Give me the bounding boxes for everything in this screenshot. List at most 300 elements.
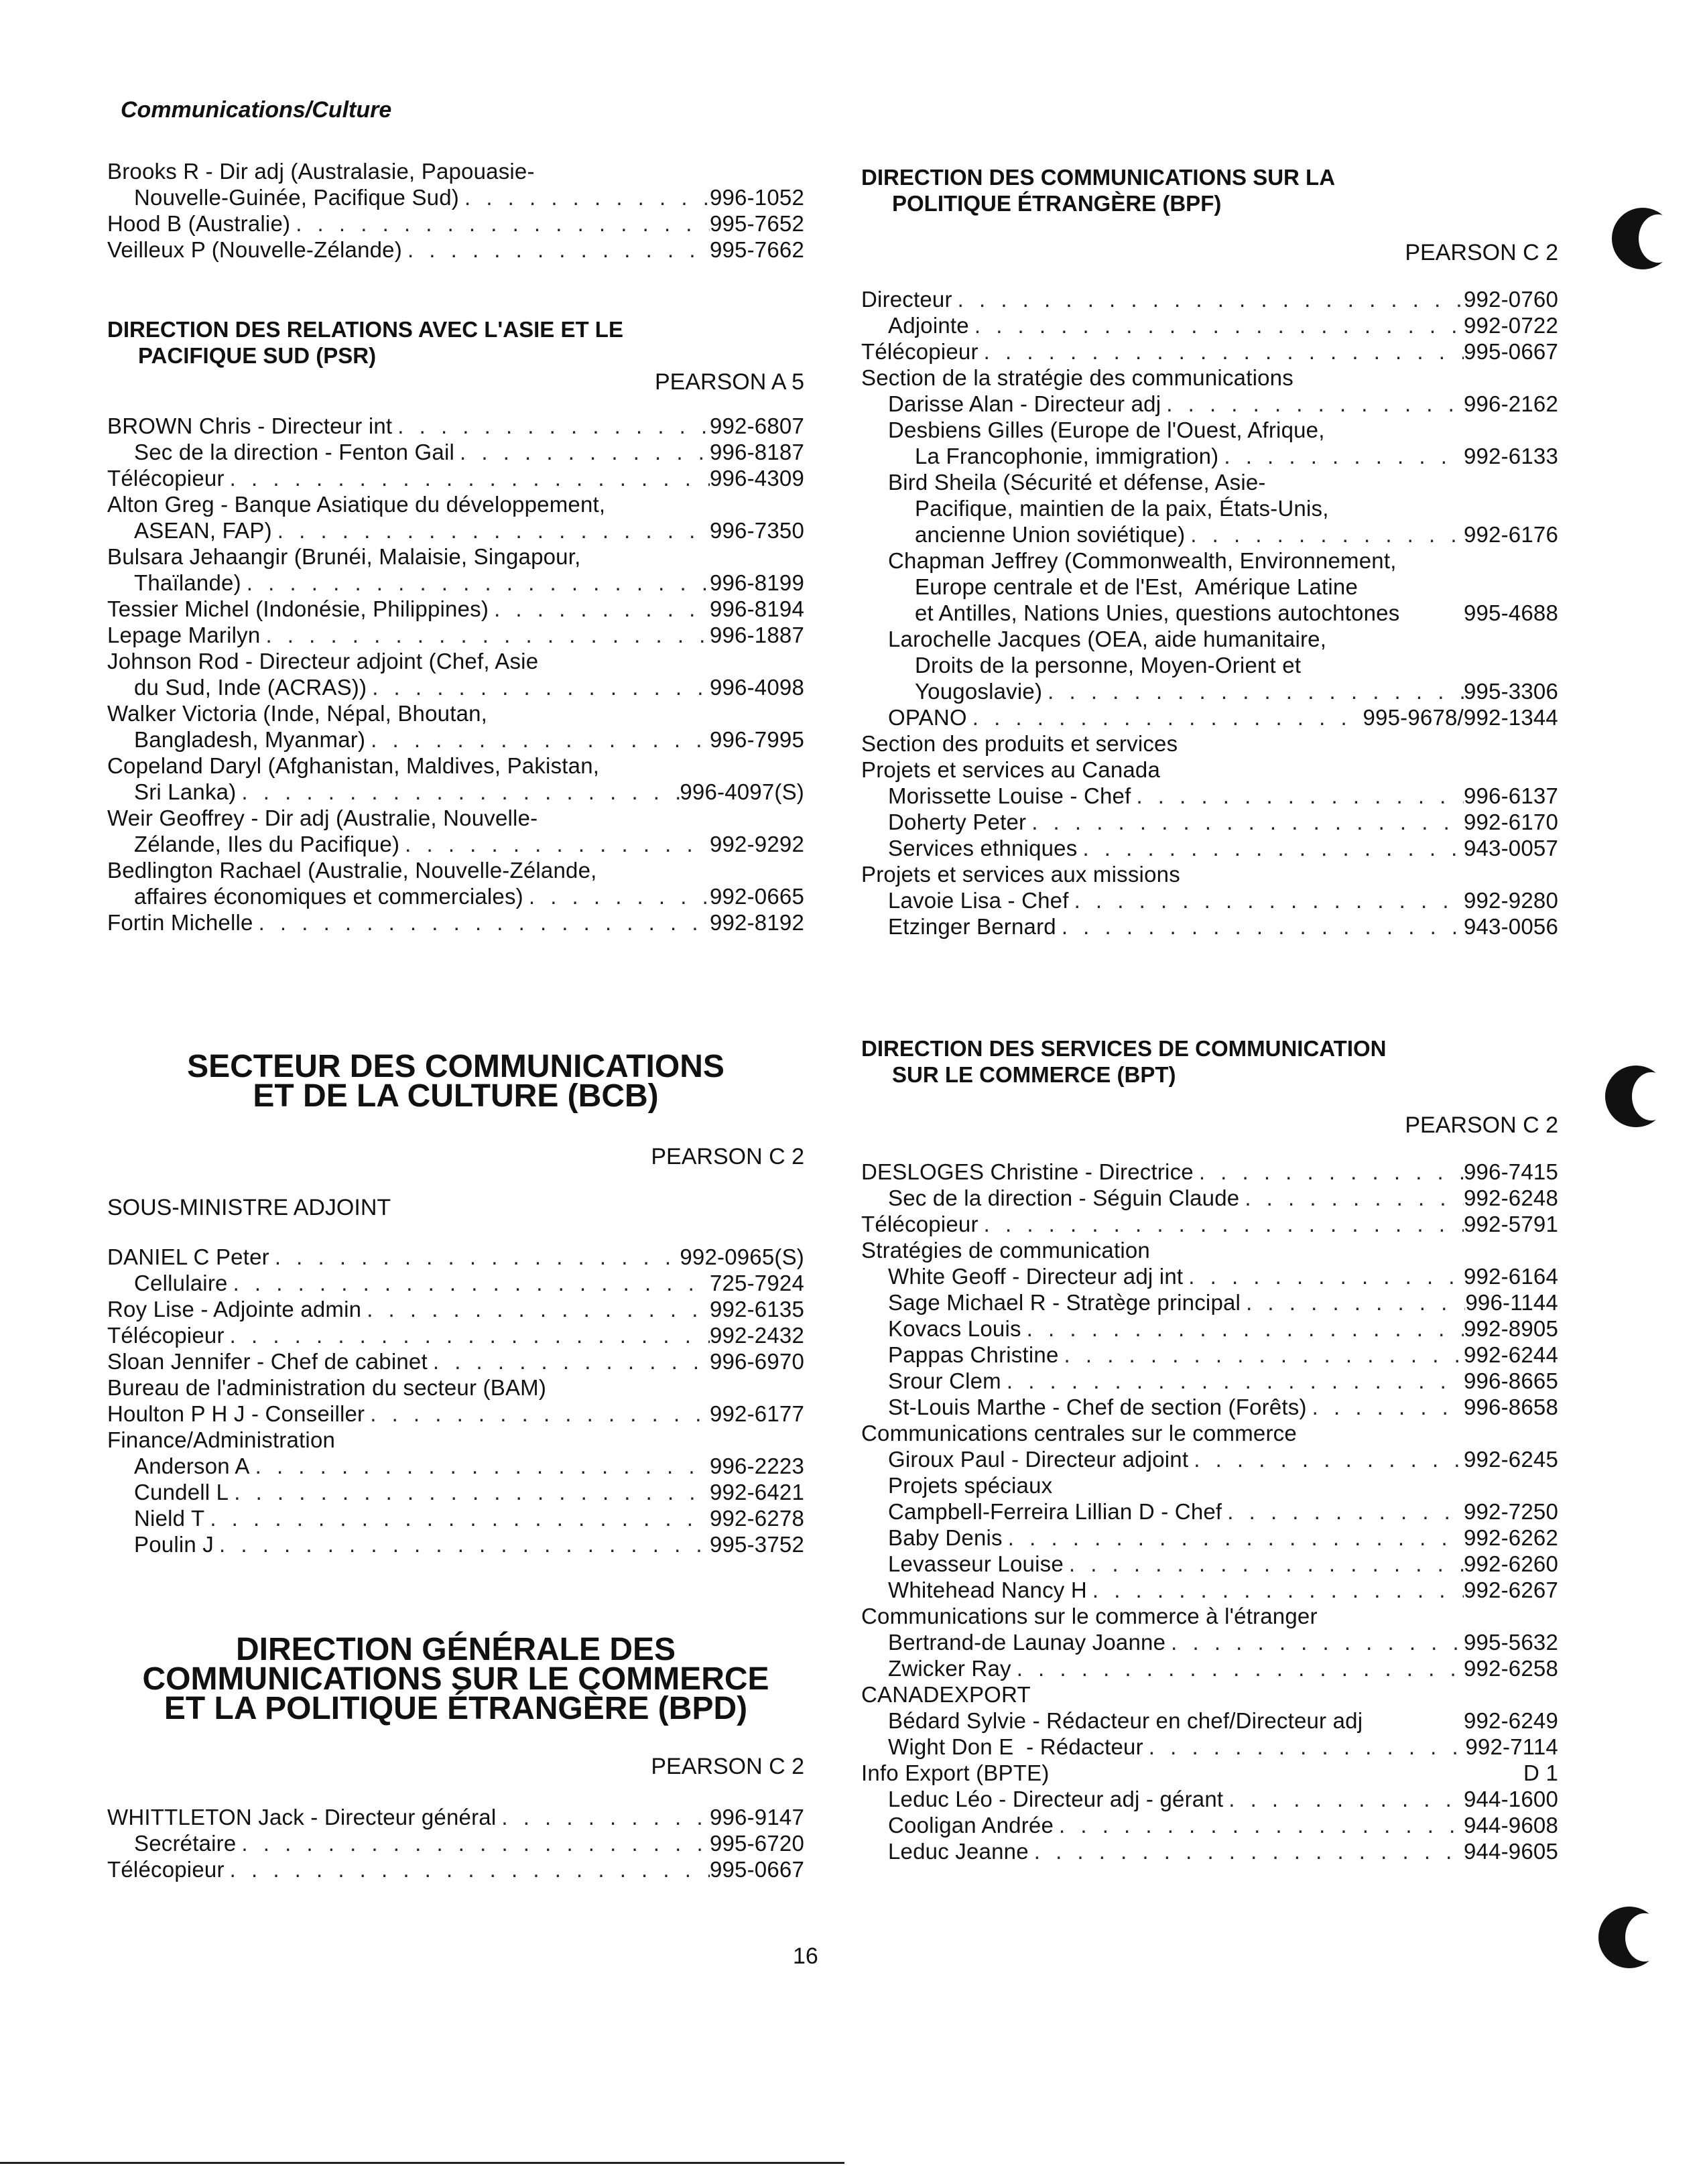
- bottom-rule: [0, 2162, 844, 2164]
- entry-name: Fortin Michelle: [107, 910, 253, 935]
- directory-entry: [107, 1244, 804, 1270]
- entry-name: Section des produits et services: [861, 731, 1178, 756]
- bcb-subhead: SOUS-MINISTRE ADJOINT: [107, 1195, 391, 1220]
- entry-phone: 996-7350: [709, 518, 804, 543]
- entry-phone: 992-6176: [1463, 522, 1558, 547]
- dot-leader: [1059, 1342, 1464, 1368]
- entry-name: DESLOGES Christine - Directrice: [861, 1159, 1194, 1184]
- directory-entry: [861, 574, 1558, 600]
- binder-hole-middle: [1605, 1066, 1667, 1127]
- directory-entry: [107, 210, 804, 237]
- dot-leader: [1001, 1368, 1464, 1394]
- directory-entry: [107, 1505, 804, 1531]
- entry-name: Directeur: [861, 287, 952, 312]
- running-head: Communications/Culture: [121, 97, 392, 123]
- entry-phone: 992-6170: [1463, 810, 1558, 834]
- entry-phone: 992-6260: [1463, 1551, 1558, 1576]
- dot-leader: [241, 570, 710, 596]
- dot-leader: [952, 286, 1464, 312]
- entry-name: Services ethniques: [888, 836, 1078, 860]
- entry-phone: 943-0057: [1463, 836, 1558, 860]
- entry-name: Nouvelle-Guinée, Pacifique Sud): [134, 185, 459, 210]
- bcb-heading-line-1: SECTEUR DES COMMUNICATIONS: [187, 1049, 724, 1084]
- dot-leader: [399, 831, 710, 857]
- directory-entry: [861, 1498, 1558, 1525]
- directory-entry: [861, 626, 1558, 652]
- directory-entry: [861, 312, 1558, 338]
- entry-phone: 992-9280: [1463, 888, 1558, 913]
- entry-name: Chapman Jeffrey (Commonwealth, Environnement,: [888, 548, 1397, 573]
- dot-leader: [402, 237, 710, 263]
- directory-entry: [861, 443, 1558, 469]
- entry-name: Lepage Marilyn: [107, 623, 261, 647]
- entry-phone: 992-6135: [709, 1297, 804, 1322]
- entry-name: du Sud, Inde (ACRAS)): [134, 675, 367, 700]
- dot-leader: [225, 465, 710, 491]
- directory-entry: [861, 652, 1558, 678]
- bpt-heading: [861, 1035, 1558, 1088]
- directory-entry: [861, 417, 1558, 443]
- entry-name: Leduc Léo - Directeur adj - gérant: [888, 1787, 1224, 1811]
- directory-entry: [107, 184, 804, 210]
- entry-phone: 992-0760: [1463, 287, 1558, 312]
- entry-phone: 992-8192: [709, 910, 804, 935]
- dot-leader: [260, 622, 710, 648]
- dot-leader: [428, 1348, 710, 1374]
- entry-phone: 996-1887: [709, 623, 804, 647]
- dot-leader: [1064, 1551, 1464, 1577]
- dot-leader: [365, 726, 710, 753]
- entry-name: Cooligan Andrée: [888, 1813, 1054, 1838]
- entry-phone: 725-7924: [709, 1271, 804, 1295]
- directory-entry: [861, 1577, 1558, 1603]
- directory-entry: [861, 1394, 1558, 1420]
- bpd-location: PEARSON C 2: [651, 1754, 804, 1779]
- directory-entry: [861, 1237, 1558, 1263]
- dot-leader: [236, 1830, 710, 1856]
- bpt-entries-list: [861, 1159, 1558, 1864]
- directory-entry: [861, 861, 1558, 887]
- entry-name: Alton Greg - Banque Asiatique du développement,: [107, 492, 606, 517]
- entry-phone: 996-2223: [709, 1454, 804, 1478]
- entry-name: Leduc Jeanne: [888, 1839, 1029, 1864]
- entry-phone: 992-6245: [1463, 1447, 1558, 1472]
- right-column: [861, 0, 1558, 2010]
- directory-entry: [861, 1734, 1558, 1760]
- directory-entry: [107, 1348, 804, 1374]
- entry-phone: 995-5632: [1463, 1630, 1558, 1655]
- entry-name: Poulin J: [134, 1532, 214, 1557]
- entry-name: Houlton P H J - Conseiller: [107, 1401, 365, 1426]
- directory-entry: [107, 1804, 804, 1830]
- directory-entry: [861, 1655, 1558, 1681]
- directory-entry: [107, 465, 804, 491]
- dot-leader: [392, 413, 710, 439]
- entry-phone: 995-3752: [709, 1532, 804, 1557]
- dot-leader: [365, 1401, 710, 1427]
- directory-entry: [861, 1629, 1558, 1655]
- dot-leader: [978, 338, 1464, 365]
- entry-name: Projets et services au Canada: [861, 757, 1161, 782]
- entry-name: Tessier Michel (Indonésie, Philippines): [107, 596, 489, 621]
- dot-leader: [1161, 391, 1464, 417]
- directory-entry: [861, 1681, 1558, 1708]
- dot-leader: [229, 1479, 710, 1505]
- directory-entry: [861, 469, 1558, 495]
- entry-name: Roy Lise - Adjointe admin: [107, 1297, 362, 1322]
- entry-phone: 995-0667: [709, 1857, 804, 1882]
- directory-entry: [107, 1453, 804, 1479]
- psr-location: PEARSON A 5: [655, 369, 804, 395]
- dot-leader: [1131, 783, 1463, 809]
- directory-entry: [861, 704, 1558, 730]
- entry-name: Brooks R - Dir adj (Australasie, Papouasie-: [107, 159, 535, 184]
- directory-entry: [107, 237, 804, 263]
- dot-leader: [367, 674, 710, 700]
- entry-name: WHITTLETON Jack - Directeur général: [107, 1805, 497, 1829]
- dot-leader: [1056, 913, 1464, 940]
- entry-name: Pappas Christine: [888, 1342, 1059, 1367]
- entry-name: Bird Sheila (Sécurité et défense, Asie-: [888, 470, 1266, 495]
- entry-name: Bureau de l'administration du secteur (BAM): [107, 1375, 547, 1400]
- dot-leader: [1021, 1315, 1464, 1342]
- dot-leader: [1087, 1577, 1464, 1603]
- entry-phone: 992-6267: [1463, 1578, 1558, 1602]
- entry-name: BROWN Chris - Directeur int: [107, 413, 393, 438]
- directory-entry: [861, 1315, 1558, 1342]
- bcb-entries-list: [107, 1244, 804, 1557]
- entry-phone: 995-7662: [709, 237, 804, 262]
- directory-entry: [861, 678, 1558, 704]
- entry-phone: 996-1052: [709, 185, 804, 210]
- bpd-entries-list: [107, 1804, 804, 1882]
- bcb-heading-line-2: ET DE LA CULTURE (BCB): [253, 1078, 659, 1114]
- entry-phone: 944-1600: [1463, 1787, 1558, 1811]
- dot-leader: [459, 184, 710, 210]
- dot-leader: [1307, 1394, 1464, 1420]
- directory-entry: [861, 1786, 1558, 1812]
- entry-phone: 992-0665: [709, 884, 804, 909]
- directory-entry: [107, 158, 804, 184]
- dot-leader: [1165, 1629, 1464, 1655]
- bpf-section: [861, 164, 1558, 940]
- dot-leader: [978, 1211, 1464, 1237]
- entry-name: Bedlington Rachael (Australie, Nouvelle-Zélande,: [107, 858, 597, 883]
- dot-leader: [1069, 887, 1464, 913]
- entry-name: Zwicker Ray: [888, 1656, 1011, 1681]
- psr-heading-line-2: PACIFIQUE SUD (PSR): [138, 343, 377, 368]
- directory-entry: [861, 1159, 1558, 1185]
- dot-leader: [236, 779, 680, 805]
- entry-phone: 992-7114: [1465, 1734, 1558, 1759]
- entry-name: et Antilles, Nations Unies, questions autochtones: [915, 600, 1400, 625]
- entry-phone: 992-6244: [1463, 1342, 1558, 1367]
- entry-name: Info Export (BPTE): [861, 1760, 1050, 1785]
- entry-phone: 995-6720: [709, 1831, 804, 1856]
- directory-entry: [861, 887, 1558, 913]
- psr-section: [107, 316, 804, 936]
- dot-leader: [290, 210, 710, 237]
- bcb-location: PEARSON C 2: [651, 1144, 804, 1169]
- directory-entry: [107, 857, 804, 883]
- directory-entry: [861, 286, 1558, 312]
- dot-leader: [967, 704, 1363, 730]
- directory-entry: [107, 1830, 804, 1856]
- directory-entry: [107, 413, 804, 439]
- directory-entry: [861, 600, 1558, 626]
- entry-phone: 992-0965(S): [680, 1244, 804, 1269]
- entry-name: Sloan Jennifer - Chef de cabinet: [107, 1349, 428, 1374]
- directory-entry: [861, 1708, 1558, 1734]
- directory-entry: [107, 570, 804, 596]
- entry-phone: 992-6177: [709, 1401, 804, 1426]
- directory-entry: [861, 1760, 1558, 1786]
- directory-entry: [107, 753, 804, 779]
- entry-name: Télécopieur: [861, 1212, 978, 1236]
- entry-phone: 996-8199: [709, 570, 804, 595]
- entry-name: Communications sur le commerce à l'étranger: [861, 1604, 1318, 1628]
- dot-leader: [496, 1804, 710, 1830]
- entry-name: Weir Geoffrey - Dir adj (Australie, Nouvelle-: [107, 806, 538, 830]
- entry-phone: 943-0056: [1463, 914, 1558, 939]
- bpd-heading-line-1: DIRECTION GÉNÉRALE DES: [235, 1632, 676, 1667]
- dot-leader: [1183, 1263, 1464, 1289]
- directory-entry: [107, 1856, 804, 1882]
- entry-name: Projets spéciaux: [888, 1473, 1053, 1498]
- entry-name: White Geoff - Directeur adj int: [888, 1264, 1184, 1289]
- directory-entry: [861, 521, 1558, 548]
- entry-phone: 995-3306: [1463, 679, 1558, 704]
- directory-entry: [861, 495, 1558, 521]
- directory-entry: [861, 757, 1558, 783]
- directory-entry: [107, 439, 804, 465]
- dot-leader: [228, 1270, 710, 1296]
- entry-phone: 992-9292: [709, 832, 804, 856]
- directory-entry: [861, 1420, 1558, 1446]
- entry-phone: 996-8658: [1463, 1395, 1558, 1419]
- directory-entry: [107, 622, 804, 648]
- binder-hole-bottom: [1598, 1907, 1660, 1968]
- directory-entry: [107, 1531, 804, 1557]
- entry-phone: 996-4098: [709, 675, 804, 700]
- dot-leader: [1077, 835, 1464, 861]
- entry-name: Baby Denis: [888, 1525, 1003, 1550]
- dot-leader: [214, 1531, 710, 1557]
- entry-name: Doherty Peter: [888, 810, 1027, 834]
- entry-phone: 992-6421: [709, 1480, 804, 1504]
- entry-name: Johnson Rod - Directeur adjoint (Chef, Asie: [107, 649, 539, 673]
- directory-entry: [107, 648, 804, 674]
- directory-entry: [107, 1322, 804, 1348]
- dot-leader: [204, 1505, 710, 1531]
- entry-name: Wight Don E - Rédacteur: [888, 1734, 1143, 1759]
- dot-leader: [1194, 1159, 1464, 1185]
- entry-name: Anderson A: [134, 1454, 250, 1478]
- directory-entry: [107, 909, 804, 936]
- directory-entry: [861, 1525, 1558, 1551]
- dot-leader: [361, 1296, 710, 1322]
- entry-phone: 992-6248: [1463, 1185, 1558, 1210]
- entry-name: affaires économiques et commerciales): [134, 884, 523, 909]
- dot-leader: [1185, 521, 1464, 548]
- bpd-heading-line-2: COMMUNICATIONS SUR LE COMMERCE: [142, 1661, 769, 1697]
- entry-phone: 995-7652: [709, 211, 804, 236]
- entry-phone: 995-4688: [1463, 600, 1558, 625]
- directory-entry: [107, 1401, 804, 1427]
- directory-entry: [107, 779, 804, 805]
- entry-name: Bulsara Jehaangir (Brunéi, Malaisie, Singapour,: [107, 544, 581, 569]
- bpd-heading: [107, 1632, 804, 1726]
- directory-entry: [861, 1342, 1558, 1368]
- entry-phone: 992-6249: [1463, 1708, 1558, 1733]
- directory-entry: [861, 1289, 1558, 1315]
- entry-phone: 992-6278: [709, 1506, 804, 1531]
- entry-name: Nield T: [134, 1506, 205, 1531]
- directory-entry: [861, 1185, 1558, 1211]
- directory-entry: [107, 1479, 804, 1505]
- entry-name: OPANO: [888, 705, 967, 730]
- dot-leader: [225, 1322, 710, 1348]
- entry-phone: 944-9608: [1463, 1813, 1558, 1838]
- entry-name: Communications centrales sur le commerce: [861, 1421, 1297, 1446]
- entry-name: Giroux Paul - Directeur adjoint: [888, 1447, 1189, 1472]
- dot-leader: [1223, 1786, 1464, 1812]
- entry-name: Whitehead Nancy H: [888, 1578, 1087, 1602]
- entry-phone: 996-7415: [1463, 1159, 1558, 1184]
- page-number: 16: [793, 1943, 818, 1969]
- directory-entry: [107, 883, 804, 909]
- bpd-heading-line-3: ET LA POLITIQUE ÉTRANGÈRE (BPD): [164, 1691, 748, 1726]
- directory-entry: [861, 1838, 1558, 1864]
- entry-name: Sec de la direction - Fenton Gail: [134, 440, 455, 464]
- directory-entry: [861, 913, 1558, 940]
- directory-entry: [861, 1551, 1558, 1577]
- directory-entry: [861, 338, 1558, 365]
- directory-entry: [861, 1368, 1558, 1394]
- dot-leader: [1188, 1446, 1464, 1472]
- entry-name: Hood B (Australie): [107, 211, 291, 236]
- dot-leader: [523, 883, 710, 909]
- entry-phone: 995-0667: [1463, 339, 1558, 364]
- directory-entry: [861, 365, 1558, 391]
- directory-entry: [861, 835, 1558, 861]
- entry-phone: 992-6258: [1463, 1656, 1558, 1681]
- dot-leader: [225, 1856, 710, 1882]
- entry-name: Secrétaire: [134, 1831, 237, 1856]
- dot-leader: [1011, 1655, 1464, 1681]
- entry-phone: 992-2432: [709, 1323, 804, 1348]
- entry-name: Sri Lanka): [134, 779, 237, 804]
- entry-name: Morissette Louise - Chef: [888, 783, 1131, 808]
- dot-leader: [253, 909, 710, 936]
- directory-entry: [861, 1263, 1558, 1289]
- entry-phone: 996-4309: [709, 466, 804, 491]
- bpt-heading-line-2: SUR LE COMMERCE (BPT): [892, 1062, 1176, 1087]
- dot-leader: [1218, 443, 1464, 469]
- entry-phone: D 1: [1523, 1760, 1558, 1785]
- entry-name: Télécopieur: [861, 339, 978, 364]
- entry-name: DANIEL C Peter: [107, 1244, 269, 1269]
- bpf-location: PEARSON C 2: [1405, 240, 1558, 265]
- directory-entry: [107, 726, 804, 753]
- dot-leader: [489, 596, 710, 622]
- dot-leader: [272, 517, 710, 543]
- entry-name: Adjointe: [888, 313, 969, 338]
- entry-phone: 992-6807: [709, 413, 804, 438]
- entry-name: Kovacs Louis: [888, 1316, 1021, 1341]
- directory-entry: [107, 1296, 804, 1322]
- bcb-section: [107, 1049, 804, 1557]
- directory-entry: [107, 491, 804, 517]
- entry-name: Etzinger Bernard: [888, 914, 1056, 939]
- directory-entry: [861, 1446, 1558, 1472]
- entry-phone: 996-6970: [709, 1349, 804, 1374]
- entry-name: ancienne Union soviétique): [915, 522, 1186, 547]
- top-entries-list: [107, 158, 804, 263]
- entry-name: Bangladesh, Myanmar): [134, 727, 366, 752]
- dot-leader: [969, 312, 1464, 338]
- entry-name: Projets et services aux missions: [861, 862, 1180, 887]
- bpt-section: [861, 1035, 1558, 1864]
- asia-pacific-continued-section: [107, 158, 804, 263]
- entry-name: Finance/Administration: [107, 1427, 336, 1452]
- bpt-location: PEARSON C 2: [1405, 1112, 1558, 1138]
- directory-entry: [107, 596, 804, 622]
- entry-phone: 996-4097(S): [680, 779, 804, 804]
- entry-phone: 996-7995: [709, 727, 804, 752]
- psr-heading-line-1: DIRECTION DES RELATIONS AVEC L'ASIE ET LE: [107, 317, 623, 342]
- entry-name: ASEAN, FAP): [134, 518, 272, 543]
- entry-name: Télécopieur: [107, 466, 225, 491]
- entry-name: Zélande, Iles du Pacifique): [134, 832, 400, 856]
- entry-name: Desbiens Gilles (Europe de l'Ouest, Afrique,: [888, 417, 1325, 442]
- directory-entry: [107, 700, 804, 726]
- entry-name: Europe centrale et de l'Est, Amérique Latine: [915, 574, 1359, 599]
- entry-name: Copeland Daryl (Afghanistan, Maldives, Pakistan,: [107, 753, 600, 778]
- entry-name: Télécopieur: [107, 1857, 225, 1882]
- entry-phone: 996-1144: [1465, 1290, 1558, 1315]
- entry-name: Cundell L: [134, 1480, 229, 1504]
- directory-entry: [107, 674, 804, 700]
- bpf-entries-list: [861, 286, 1558, 940]
- bcb-heading: [107, 1049, 804, 1114]
- entry-name: Larochelle Jacques (OEA, aide humanitaire,: [888, 627, 1327, 651]
- bpf-heading-line-2: POLITIQUE ÉTRANGÈRE (BPF): [892, 191, 1222, 216]
- entry-name: St-Louis Marthe - Chef de section (Forêts): [888, 1395, 1307, 1419]
- entry-phone: 944-9605: [1463, 1839, 1558, 1864]
- psr-heading: [107, 316, 804, 369]
- entry-name: Darisse Alan - Directeur adj: [888, 391, 1161, 416]
- directory-entry: [861, 548, 1558, 574]
- entry-phone: 992-6262: [1463, 1525, 1558, 1550]
- dot-leader: [454, 439, 710, 465]
- entry-name: Lavoie Lisa - Chef: [888, 888, 1069, 913]
- entry-name: Bédard Sylvie - Rédacteur en chef/Directeur adj: [888, 1708, 1363, 1733]
- psr-entries-list: [107, 413, 804, 936]
- directory-entry: [107, 1427, 804, 1453]
- directory-entry: [861, 1211, 1558, 1237]
- entry-name: Srour Clem: [888, 1368, 1001, 1393]
- entry-phone: 992-0722: [1463, 313, 1558, 338]
- entry-phone: 995-9678/992-1344: [1363, 705, 1558, 730]
- dot-leader: [250, 1453, 710, 1479]
- directory-entry: [861, 730, 1558, 757]
- directory-entry: [107, 543, 804, 570]
- entry-phone: 992-5791: [1463, 1212, 1558, 1236]
- dot-leader: [1239, 1185, 1464, 1211]
- entry-name: Walker Victoria (Inde, Népal, Bhoutan,: [107, 701, 488, 726]
- left-column: [107, 0, 804, 2010]
